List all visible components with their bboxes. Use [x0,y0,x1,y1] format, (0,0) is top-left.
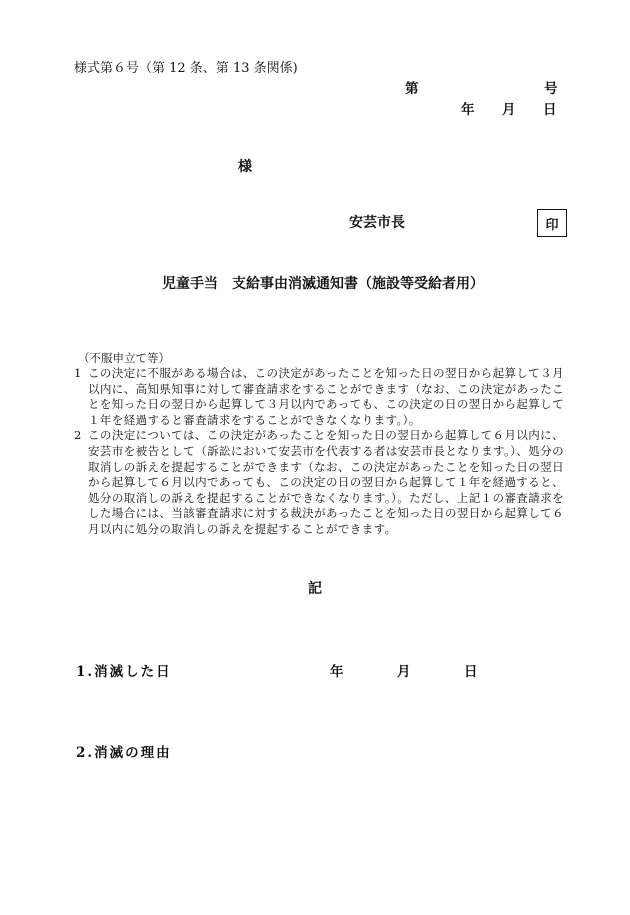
sender-name: 安芸市長 [349,215,405,231]
issue-date-day: 日 [543,102,557,118]
extinction-date-day: 日 [464,664,478,680]
document-title: 児童手当 支給事由消滅通知書（施設等受給者用） [162,276,484,292]
seal-box [537,209,567,237]
notice-item [74,366,564,428]
form-number: 様式第６号（第 12 条、第 13 条関係) [74,61,298,76]
extinction-reason-label: 2.消滅の理由 [76,745,172,761]
notice-heading: （不服申立て等） [78,351,170,365]
notice-body [74,366,564,538]
extinction-date-label: 1.消滅した日 [76,664,172,680]
issue-date-month: 月 [502,102,516,118]
doc-number-suffix: 号 [544,81,558,97]
record-mark: 記 [308,581,322,597]
doc-number-prefix: 第 [405,81,419,97]
extinction-date-year: 年 [330,664,344,680]
notice-item-number: 1 [74,366,82,380]
seal-label: 印 [545,217,559,233]
notice-item-text: この決定については、この決定があったことを知った日の翌日から起算して６月以内に、安芸市を被告として（訴訟において安芸市を代表する者は安芸市長となります。）、処分の取消しの訴えを提起することができます（なお、この決定があったことを知った日の翌日から起算して６月以内であっても、この決定の日の翌日から起算して１年を経過すると、処分の取消しの訴えを提起することができなくなります。）。ただし、上記１の審査請求をした場合には、当該審査請求に対する裁決があったことを知った日の翌日から起算して６月以内に処分の取消しの訴えを提起することができます。 [88,428,564,536]
notice-item [74,428,564,537]
issue-date-year: 年 [461,102,475,118]
notice-item-number: 2 [74,428,82,443]
extinction-date-month: 月 [397,664,411,680]
notice-item-text: この決定に不服がある場合は、この決定があったことを知った日の翌日から起算して３月以内に、高知県知事に対して審査請求をすることができます（なお、この決定があったことを知った日の翌日から起算して３月以内であっても、この決定の日の翌日から起算して１年を経過すると審査請求をすることができなくなります。）。 [88,366,564,427]
addressee-honorific: 様 [238,159,252,175]
